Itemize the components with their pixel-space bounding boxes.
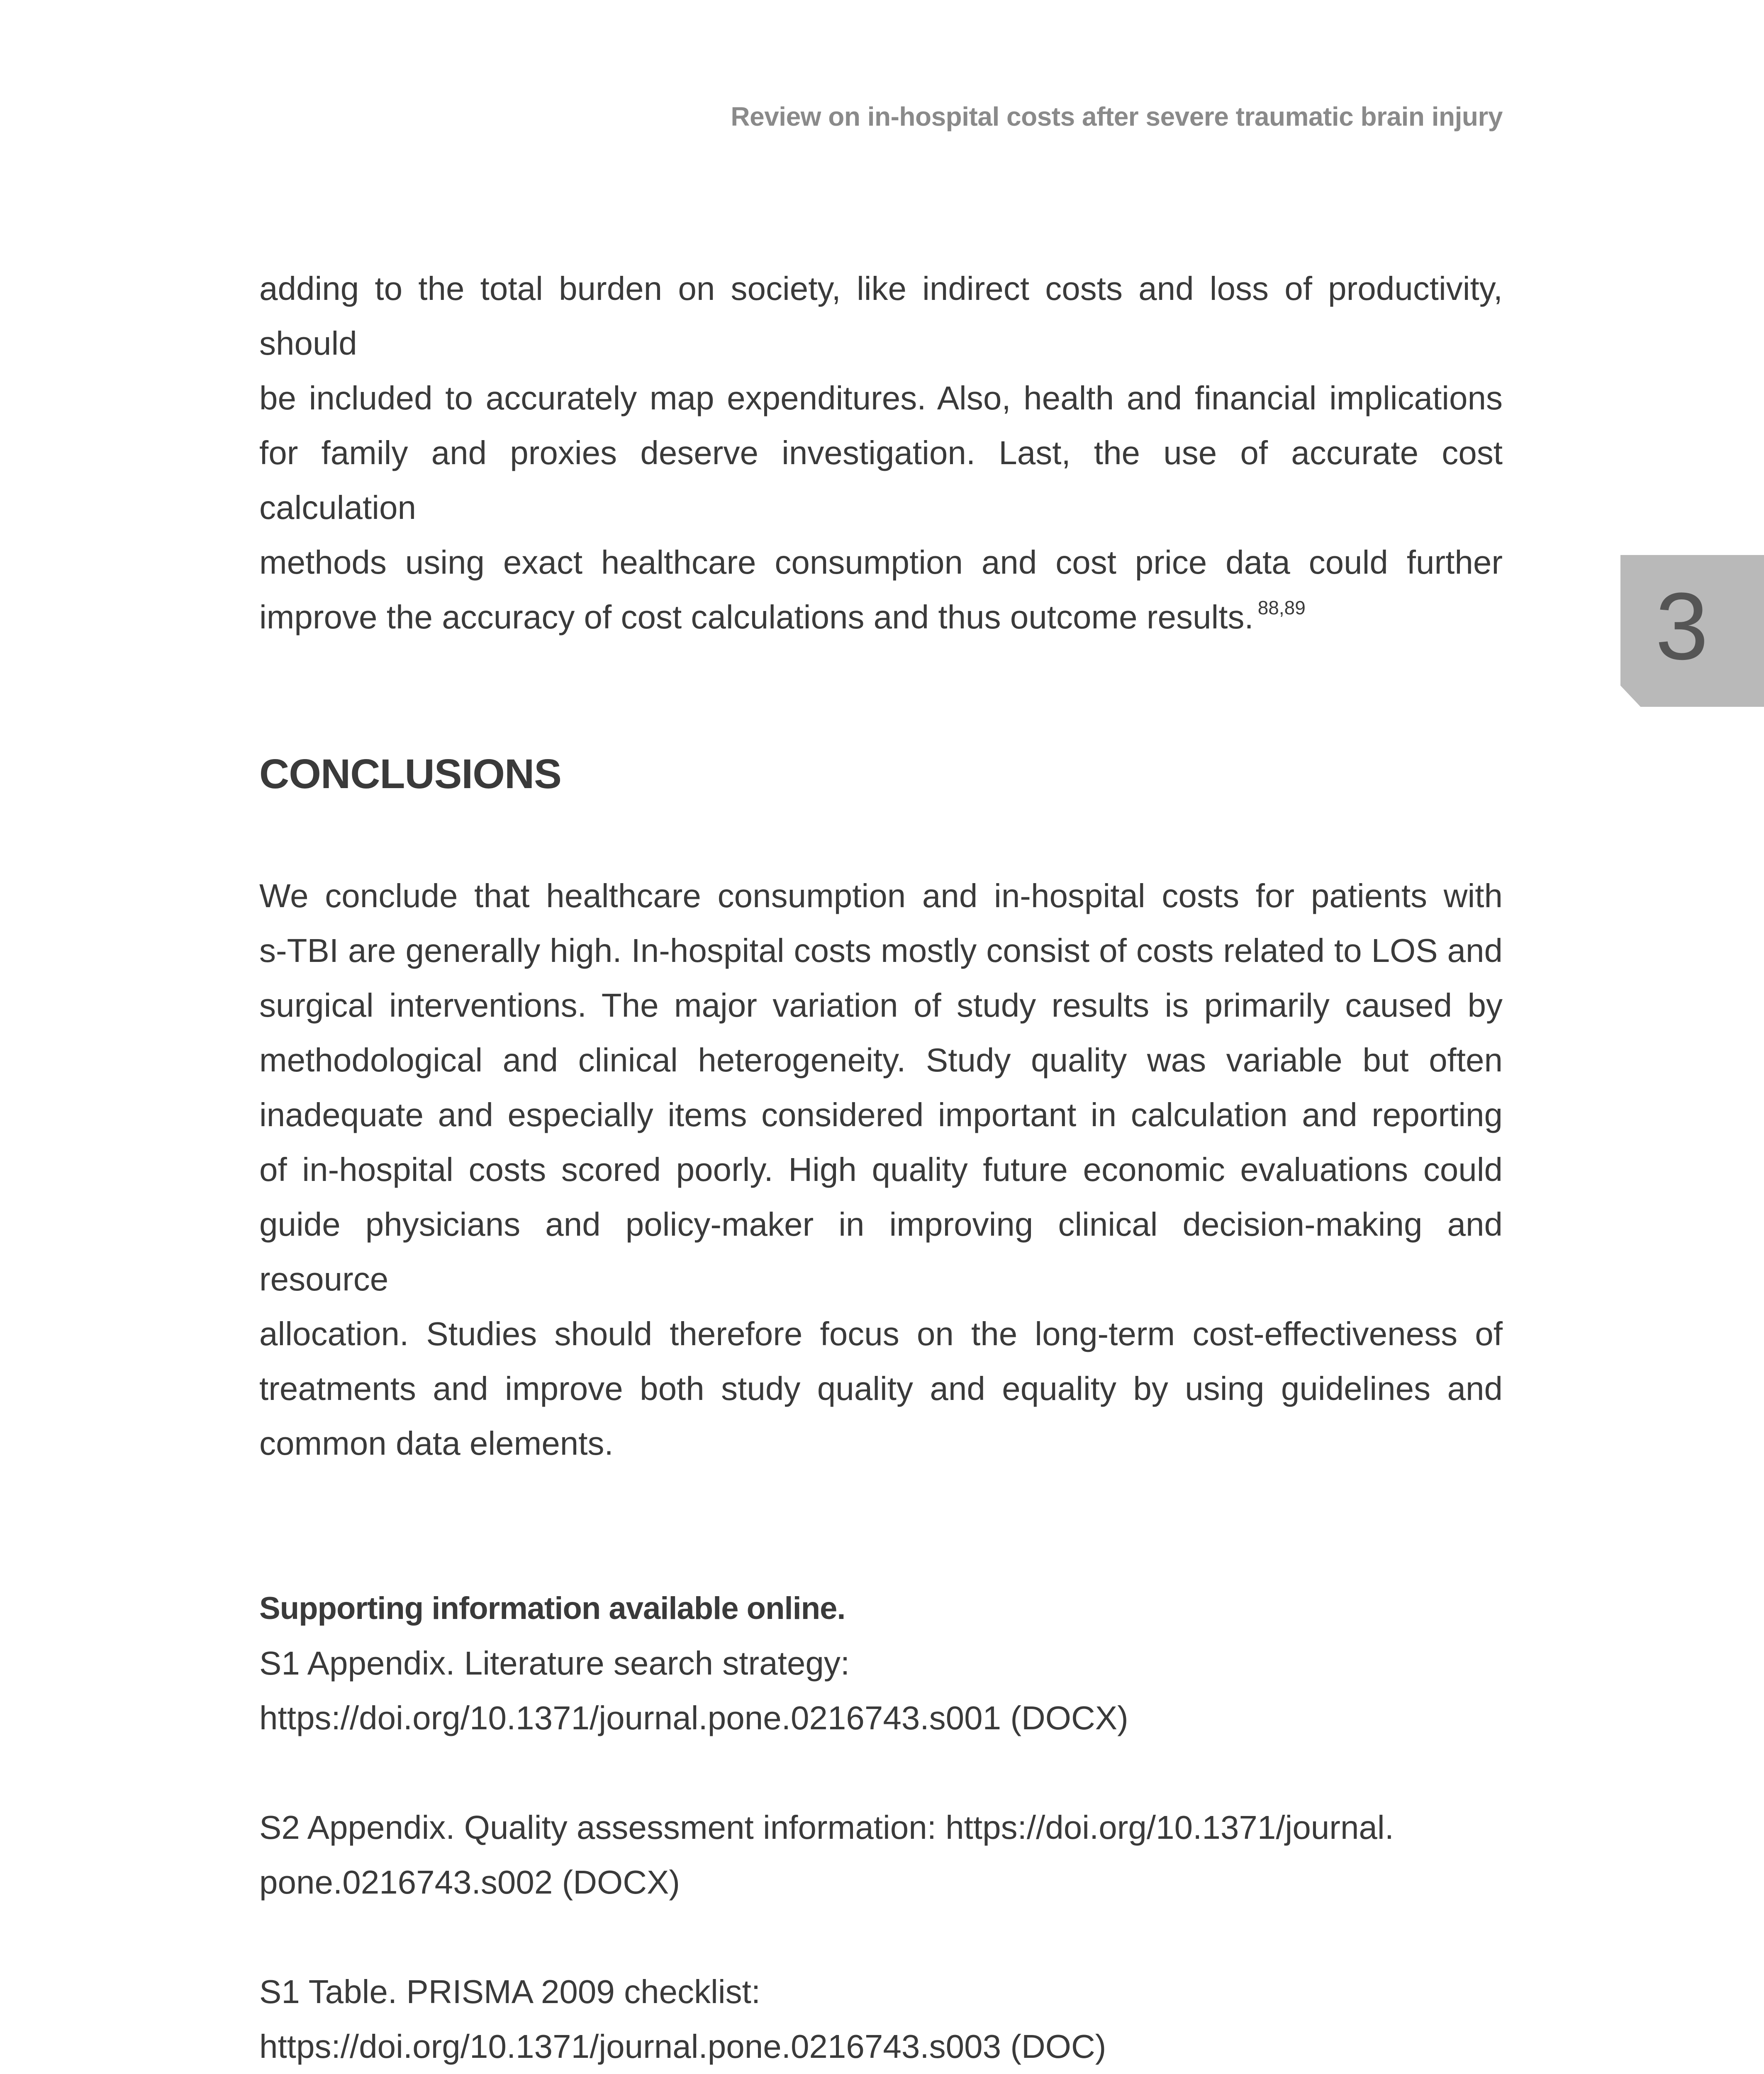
supporting-item	[259, 1800, 1503, 1910]
supporting-item	[259, 1636, 1503, 1745]
supporting-item-link[interactable]: pone.0216743.s002 (DOCX)	[259, 1864, 680, 1901]
paragraph-line: allocation. Studies should therefore focus on the long-term cost-effectiveness of	[259, 1315, 1503, 1352]
paragraph-line: of in-hospital costs scored poorly. High quality future economic evaluations could	[259, 1151, 1503, 1188]
supporting-item-link[interactable]: https://doi.org/10.1371/journal.pone.0216743.s003 (DOC)	[259, 2028, 1106, 2065]
supporting-item-label[interactable]: S2 Appendix. Quality assessment information: https://doi.org/10.1371/journal.	[259, 1809, 1394, 1846]
supporting-info-title: Supporting information available online.	[259, 1591, 845, 1626]
paragraph-line: surgical interventions. The major variation of study results is primarily caused by	[259, 987, 1503, 1024]
paragraph-line: for family and proxies deserve investigation. Last, the use of accurate cost calculation	[259, 434, 1503, 526]
supporting-item-label: S1 Table. PRISMA 2009 checklist:	[259, 1973, 761, 2010]
paragraph-line: methods using exact healthcare consumption and cost price data could further	[259, 544, 1503, 581]
paragraph-line-last: common data elements.	[259, 1425, 614, 1462]
paragraph-line: inadequate and especially items considered important in calculation and reporting	[259, 1096, 1503, 1133]
paragraph-line: guide physicians and policy-maker in improving clinical decision-making and resource	[259, 1206, 1503, 1297]
paragraph-line: We conclude that healthcare consumption and in-hospital costs for patients with	[259, 877, 1503, 914]
paragraph-text: improve the accuracy of cost calculations and thus outcome results.	[259, 599, 1254, 635]
chapter-number: 3	[1655, 573, 1708, 679]
conclusions-paragraph	[259, 869, 1503, 1471]
supporting-item-link[interactable]: https://doi.org/10.1371/journal.pone.0216743.s001 (DOCX)	[259, 1699, 1128, 1736]
paragraph-line: methodological and clinical heterogeneity. Study quality was variable but often	[259, 1042, 1503, 1078]
running-header: Review on in-hospital costs after severe traumatic brain injury	[731, 102, 1503, 131]
citation-reference: 88,89	[1257, 597, 1306, 618]
paragraph-line: s-TBI are generally high. In-hospital costs mostly consist of costs related to LOS and	[259, 932, 1503, 969]
supporting-item-label: S1 Appendix. Literature search strategy:	[259, 1645, 850, 1682]
paragraph-line: be included to accurately map expenditures. Also, health and financial implications	[259, 380, 1503, 416]
paragraph-line: treatments and improve both study quality and equality by using guidelines and	[259, 1370, 1503, 1407]
conclusions-heading: CONCLUSIONS	[259, 751, 561, 797]
supporting-information	[259, 1581, 1503, 2074]
paragraph-line: adding to the total burden on society, like indirect costs and loss of productivity, should	[259, 270, 1503, 362]
page-content	[259, 261, 1503, 2074]
intro-paragraph	[259, 261, 1503, 645]
supporting-item	[259, 1964, 1503, 2074]
paragraph-line-last	[259, 590, 1503, 645]
